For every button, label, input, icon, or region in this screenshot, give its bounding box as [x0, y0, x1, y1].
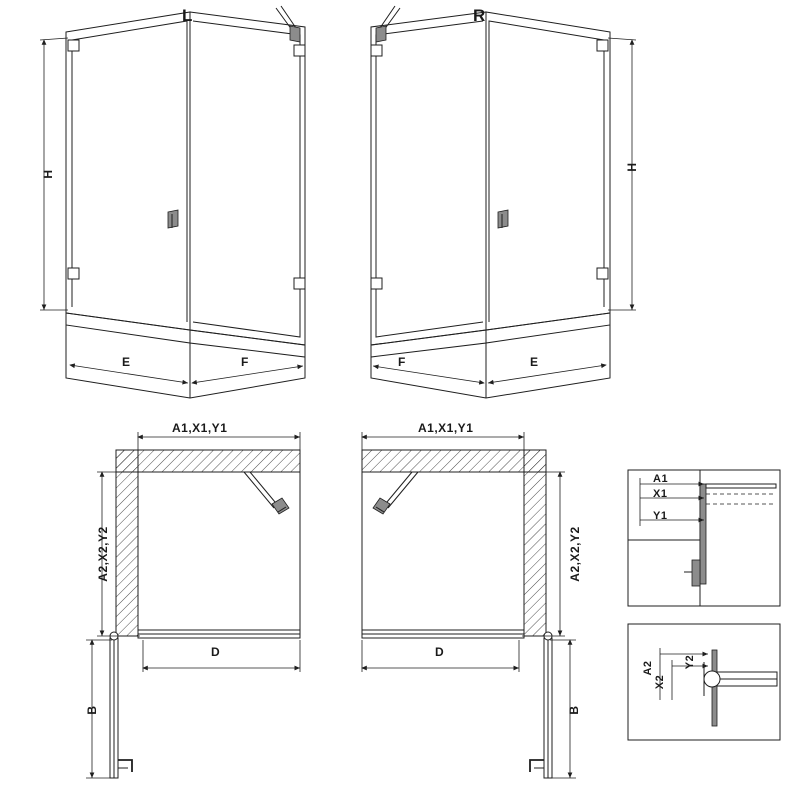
view-label-right: R — [473, 6, 486, 25]
plan-view-left — [86, 432, 300, 778]
dim-f-left: F — [241, 355, 249, 369]
dim-h-left: H — [41, 169, 55, 179]
detail-upper-dim-a1: A1 — [653, 473, 669, 485]
plan-left-side-dim: A2,X2,Y2 — [96, 526, 110, 582]
dim-e-left: E — [122, 355, 131, 369]
iso-view-right — [371, 6, 636, 398]
detail-lower-dim-y2: Y2 — [684, 654, 696, 670]
detail-lower-dim-a2: A2 — [642, 660, 654, 676]
detail-upper — [628, 470, 780, 606]
detail-lower — [628, 624, 780, 740]
plan-left-inner-dim: D — [211, 645, 221, 659]
plan-right-top-dim: A1,X1,Y1 — [418, 421, 474, 435]
plan-right-side-dim: A2,X2,Y2 — [568, 526, 582, 582]
plan-left-top-dim: A1,X1,Y1 — [172, 421, 228, 435]
iso-view-left — [40, 6, 305, 398]
dim-h-right: H — [625, 162, 639, 172]
dim-e-right: E — [530, 355, 539, 369]
detail-upper-dim-x1: X1 — [653, 488, 668, 500]
view-label-left: L — [182, 6, 193, 25]
plan-left-door-dim: B — [85, 705, 99, 715]
plan-view-right — [362, 432, 576, 778]
dim-f-right: F — [398, 355, 406, 369]
plan-right-door-dim: B — [567, 705, 581, 715]
detail-lower-dim-x2: X2 — [654, 674, 666, 690]
plan-right-inner-dim: D — [435, 645, 445, 659]
detail-upper-dim-y1: Y1 — [653, 510, 668, 522]
